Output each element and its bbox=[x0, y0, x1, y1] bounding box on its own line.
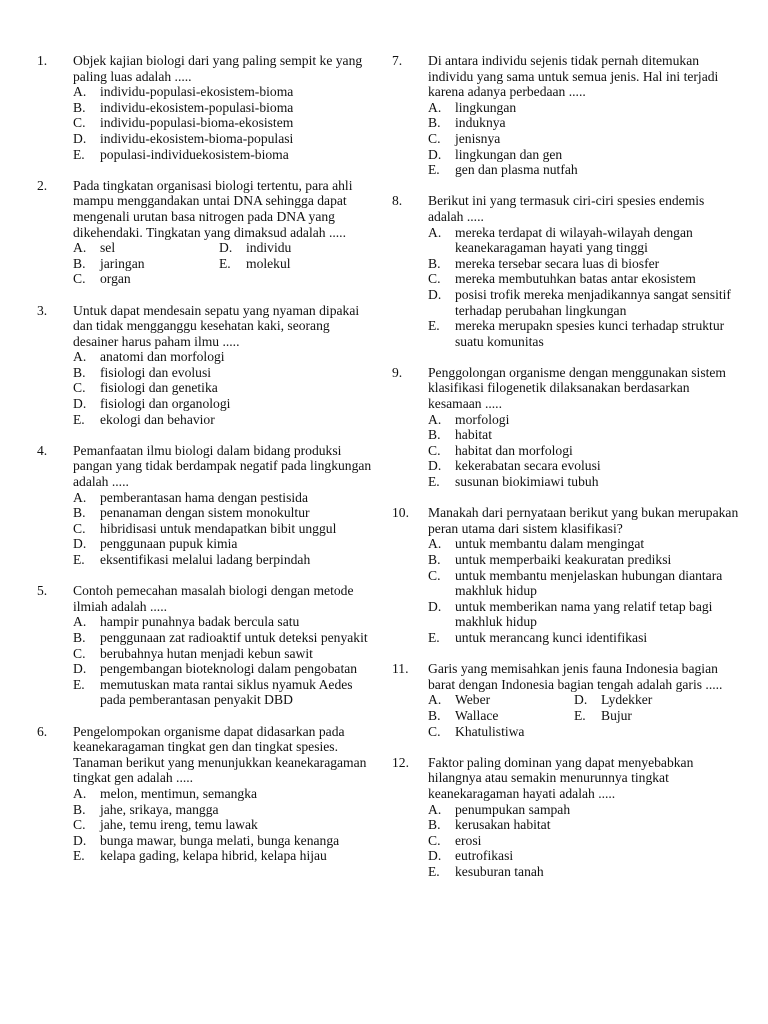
answer-option bbox=[73, 396, 377, 412]
option-text: sel bbox=[100, 240, 116, 256]
option-text: anatomi dan morfologi bbox=[100, 349, 225, 365]
option-text: jahe, temu ireng, temu lawak bbox=[100, 817, 258, 833]
answer-options bbox=[73, 240, 377, 287]
option-text: untuk merancang kunci identifikasi bbox=[455, 629, 648, 645]
option-text: induknya bbox=[455, 115, 506, 131]
option-text: kekerabatan secara evolusi bbox=[455, 458, 601, 474]
question-6 bbox=[37, 724, 377, 864]
answer-option bbox=[73, 84, 377, 100]
option-letter: B. bbox=[73, 99, 86, 115]
option-text: jahe, srikaya, mangga bbox=[100, 801, 219, 817]
question-stem: Objek kajian biologi dari yang paling sempit ke yang paling luas adalah ..... bbox=[73, 53, 363, 84]
option-letter: C. bbox=[428, 567, 441, 583]
option-text: erosi bbox=[455, 832, 482, 848]
answer-option bbox=[73, 490, 377, 506]
question-9 bbox=[392, 365, 740, 490]
question-3 bbox=[37, 303, 377, 428]
option-letter: D. bbox=[428, 598, 442, 614]
option-letter: B. bbox=[428, 552, 441, 567]
option-text: organ bbox=[100, 271, 131, 287]
question-stem: Contoh pemecahan masalah biologi dengan metode ilmiah adalah ..... bbox=[73, 583, 354, 614]
option-letter: A. bbox=[73, 240, 87, 256]
option-letter: D. bbox=[73, 832, 87, 848]
option-text: molekul bbox=[246, 255, 291, 271]
answer-options bbox=[428, 225, 740, 350]
answer-option bbox=[73, 100, 377, 116]
option-letter: D. bbox=[428, 848, 442, 864]
answer-option bbox=[73, 833, 377, 849]
option-text: fisiologi dan genetika bbox=[100, 380, 218, 396]
option-text: mereka merupakn spesies kunci terhadap struktur suatu komunitas bbox=[455, 318, 725, 349]
option-letter: B. bbox=[73, 505, 86, 521]
answer-option bbox=[428, 412, 740, 428]
option-text: posisi trofik mereka menjadikannya sangat sensitif terhadap perubahan lingkungan bbox=[455, 286, 731, 318]
answer-option bbox=[428, 162, 740, 178]
option-text: habitat dan morfologi bbox=[455, 442, 573, 458]
option-text: habitat bbox=[455, 427, 492, 443]
option-letter: C. bbox=[73, 645, 86, 661]
option-text: susunan biokimiawi tubuh bbox=[455, 474, 599, 490]
answer-options bbox=[73, 490, 377, 568]
answer-option bbox=[428, 147, 740, 163]
option-letter: A. bbox=[73, 84, 87, 100]
option-letter: A. bbox=[428, 411, 442, 427]
option-letter: C. bbox=[428, 723, 441, 739]
answer-option bbox=[73, 817, 377, 833]
option-text: untuk membantu menjelaskan hubungan diantara makhluk hidup bbox=[455, 567, 723, 599]
option-text: penggunaan zat radioaktif untuk deteksi penyakit bbox=[100, 629, 368, 645]
option-text: berubahnya hutan menjadi kebun sawit bbox=[100, 645, 313, 661]
option-letter: A. bbox=[428, 224, 442, 240]
answer-option bbox=[428, 256, 740, 272]
question-number: 7. bbox=[392, 53, 403, 68]
option-letter: D. bbox=[574, 692, 588, 708]
question-11 bbox=[392, 661, 740, 739]
option-letter: E. bbox=[428, 474, 440, 490]
option-text: mereka membutuhkan batas antar ekosistem bbox=[455, 271, 696, 287]
option-letter: E. bbox=[219, 255, 231, 271]
option-text: penumpukan sampah bbox=[455, 801, 571, 817]
option-text: mereka terdapat di wilayah-wilayah dengan keanekaragaman hayati yang tinggi bbox=[455, 224, 693, 256]
answer-option bbox=[428, 443, 740, 459]
option-letter: A. bbox=[428, 536, 442, 552]
option-letter: A. bbox=[73, 614, 87, 630]
option-text: Khatulistiwa bbox=[455, 723, 525, 739]
option-letter: B. bbox=[73, 364, 86, 380]
answer-option bbox=[428, 474, 740, 490]
option-text: pemberantasan hama dengan pestisida bbox=[100, 489, 308, 505]
question-stem: Di antara individu sejenis tidak pernah ditemukan individu yang sama untuk semua jenis. Hal ini terjadi karena adanya perbedaan ..... bbox=[428, 53, 719, 100]
question-stem: Manakah dari pernyataan berikut yang bukan merupakan peran utama dari sistem klasifikasi? bbox=[428, 505, 739, 536]
answer-option bbox=[428, 427, 740, 443]
option-letter: E. bbox=[428, 162, 440, 178]
option-text: morfologi bbox=[455, 411, 510, 427]
question-number: 6. bbox=[37, 723, 48, 739]
option-letter: D. bbox=[73, 661, 87, 677]
option-text: Weber bbox=[455, 692, 491, 708]
answer-option bbox=[428, 115, 740, 131]
option-letter: B. bbox=[73, 629, 86, 645]
option-text: penanaman dengan sistem monokultur bbox=[100, 505, 310, 521]
question-1 bbox=[37, 53, 377, 162]
option-letter: E. bbox=[428, 629, 440, 645]
question-stem: Garis yang memisahkan jenis fauna Indonesia bagian barat dengan Indonesia bagian tengah adalah garis ..... bbox=[428, 661, 723, 692]
option-letter: C. bbox=[73, 380, 86, 396]
question-number: 10. bbox=[392, 505, 409, 521]
option-text: memutuskan mata rantai siklus nyamuk Aedes pada pemberantasan penyakit DBD bbox=[100, 676, 353, 708]
answer-option bbox=[73, 131, 377, 147]
question-number: 9. bbox=[392, 364, 403, 380]
answer-option bbox=[428, 318, 740, 349]
answer-option bbox=[428, 802, 740, 818]
option-letter: E. bbox=[73, 146, 85, 162]
option-letter: A. bbox=[428, 801, 442, 817]
question-number: 4. bbox=[37, 442, 48, 458]
answer-option bbox=[73, 786, 377, 802]
option-text: jenisnya bbox=[455, 130, 501, 146]
question-12 bbox=[392, 755, 740, 880]
question-number: 1. bbox=[37, 53, 48, 68]
left-column bbox=[37, 53, 377, 879]
option-text: penggunaan pupuk kimia bbox=[100, 536, 238, 552]
answer-option bbox=[73, 630, 377, 646]
answer-option bbox=[73, 677, 377, 708]
option-letter: A. bbox=[73, 489, 87, 505]
option-text: kerusakan habitat bbox=[455, 817, 551, 833]
answer-options bbox=[428, 802, 740, 880]
question-stem: Berikut ini yang termasuk ciri-ciri spesies endemis adalah ..... bbox=[428, 193, 705, 224]
option-text: kelapa gading, kelapa hibrid, kelapa hijau bbox=[100, 848, 327, 864]
option-letter: E. bbox=[574, 707, 586, 723]
answer-options bbox=[73, 84, 377, 162]
question-stem: Penggolongan organisme dengan menggunakan sistem klasifikasi filogenetik dilaksanakan berdasarkan kesamaan ..... bbox=[428, 364, 727, 412]
answer-option bbox=[73, 536, 377, 552]
option-letter: A. bbox=[428, 99, 442, 115]
option-letter: D. bbox=[219, 240, 233, 256]
option-text: individu-ekosistem-populasi-bioma bbox=[100, 99, 294, 115]
answer-option bbox=[73, 271, 219, 287]
answer-option bbox=[428, 458, 740, 474]
question-10 bbox=[392, 505, 740, 645]
answer-options bbox=[428, 412, 740, 490]
answer-options bbox=[73, 614, 377, 708]
answer-option bbox=[428, 692, 574, 708]
option-letter: C. bbox=[73, 115, 86, 131]
question-number: 11. bbox=[392, 661, 409, 677]
answer-options bbox=[73, 786, 377, 864]
question-7 bbox=[392, 53, 740, 178]
option-text: eksentifikasi melalui ladang berpindah bbox=[100, 552, 311, 567]
answer-option bbox=[428, 630, 740, 646]
option-text: eutrofikasi bbox=[455, 848, 514, 864]
question-stem: Pengelompokan organisme dapat didasarkan pada keanekaragaman tingkat gen dan tingkat spesies. Tanaman berikut yang menunjukkan keanekaragaman tingkat gen adalah ..... bbox=[73, 723, 367, 786]
option-letter: C. bbox=[428, 832, 441, 848]
answer-option bbox=[73, 521, 377, 537]
option-letter: B. bbox=[73, 801, 86, 817]
option-text: gen dan plasma nutfah bbox=[455, 162, 578, 178]
option-letter: B. bbox=[428, 115, 441, 131]
option-text: individu bbox=[246, 240, 292, 256]
answer-option bbox=[574, 708, 740, 724]
answer-option bbox=[73, 240, 219, 256]
option-letter: B. bbox=[428, 707, 441, 723]
answer-options bbox=[428, 100, 740, 178]
option-letter: C. bbox=[73, 817, 86, 833]
answer-option bbox=[73, 552, 377, 568]
answer-option bbox=[428, 131, 740, 147]
answer-option bbox=[428, 817, 740, 833]
question-4 bbox=[37, 443, 377, 568]
option-text: hibridisasi untuk mendapatkan bibit unggul bbox=[100, 520, 337, 536]
option-text: untuk memberikan nama yang relatif tetap bagi makhluk hidup bbox=[455, 598, 713, 630]
option-letter: E. bbox=[73, 848, 85, 864]
option-letter: E. bbox=[73, 676, 85, 692]
option-letter: A. bbox=[73, 349, 87, 365]
option-letter: B. bbox=[428, 817, 441, 833]
option-text: mereka tersebar secara luas di biosfer bbox=[455, 255, 660, 271]
answer-options bbox=[73, 349, 377, 427]
option-text: individu-populasi-ekosistem-bioma bbox=[100, 84, 294, 100]
option-letter: D. bbox=[73, 536, 87, 552]
answer-option bbox=[73, 412, 377, 428]
answer-option bbox=[219, 256, 377, 272]
answer-option bbox=[428, 599, 740, 630]
answer-option bbox=[428, 225, 740, 256]
option-letter: E. bbox=[428, 318, 440, 334]
answer-option bbox=[73, 115, 377, 131]
answer-option bbox=[428, 100, 740, 116]
option-text: lingkungan dan gen bbox=[455, 146, 563, 162]
option-letter: C. bbox=[428, 130, 441, 146]
option-letter: D. bbox=[428, 286, 442, 302]
question-stem: Faktor paling dominan yang dapat menyebabkan hilangnya atau semakin menurunnya tingkat keanekaragaman hayati adalah ..... bbox=[428, 754, 694, 801]
answer-option bbox=[73, 349, 377, 365]
option-text: kesuburan tanah bbox=[455, 863, 544, 879]
question-number: 3. bbox=[37, 302, 48, 318]
option-text: individu-ekosistem-bioma-populasi bbox=[100, 130, 294, 146]
option-letter: C. bbox=[73, 271, 86, 287]
answer-options bbox=[428, 536, 740, 645]
option-letter: A. bbox=[73, 785, 87, 801]
option-text: pengembangan bioteknologi dalam pengobatan bbox=[100, 661, 358, 677]
right-column bbox=[392, 53, 740, 895]
option-letter: A. bbox=[428, 692, 442, 708]
answer-option bbox=[428, 833, 740, 849]
answer-option bbox=[428, 708, 574, 724]
question-stem: Pemanfaatan ilmu biologi dalam bidang produksi pangan yang tidak berdampak negatif pada lingkungan adalah ..... bbox=[73, 442, 372, 490]
question-8 bbox=[392, 193, 740, 349]
option-letter: C. bbox=[428, 271, 441, 287]
option-text: populasi-individuekosistem-bioma bbox=[100, 146, 289, 162]
option-letter: B. bbox=[428, 427, 441, 443]
answer-option bbox=[428, 536, 740, 552]
answer-option bbox=[428, 568, 740, 599]
option-letter: C. bbox=[428, 442, 441, 458]
answer-option bbox=[428, 552, 740, 568]
question-number: 8. bbox=[392, 193, 403, 209]
option-text: individu-populasi-bioma-ekosistem bbox=[100, 115, 294, 131]
option-text: bunga mawar, bunga melati, bunga kenanga bbox=[100, 832, 340, 848]
option-letter: D. bbox=[73, 130, 87, 146]
option-letter: E. bbox=[428, 863, 440, 879]
option-text: lingkungan bbox=[455, 99, 517, 115]
option-text: jaringan bbox=[100, 255, 145, 271]
option-letter: B. bbox=[73, 255, 86, 271]
answer-option bbox=[428, 724, 574, 740]
option-text: fisiologi dan organologi bbox=[100, 396, 231, 412]
answer-option bbox=[219, 240, 377, 256]
answer-option bbox=[73, 848, 377, 864]
option-letter: C. bbox=[73, 520, 86, 536]
answer-option bbox=[73, 380, 377, 396]
option-text: fisiologi dan evolusi bbox=[100, 364, 212, 380]
answer-option bbox=[574, 692, 740, 708]
option-text: hampir punahnya badak bercula satu bbox=[100, 614, 300, 630]
question-number: 5. bbox=[37, 583, 48, 599]
answer-option bbox=[73, 256, 219, 272]
option-text: Wallace bbox=[455, 707, 499, 723]
option-letter: B. bbox=[428, 255, 441, 271]
option-letter: E. bbox=[73, 552, 85, 567]
option-letter: D. bbox=[428, 146, 442, 162]
answer-option bbox=[428, 287, 740, 318]
answer-option bbox=[428, 848, 740, 864]
question-stem: Untuk dapat mendesain sepatu yang nyaman dipakai dan tidak mengganggu kesehatan kaki, seorang desainer harus paham ilmu ..... bbox=[73, 302, 360, 349]
question-stem: Pada tingkatan organisasi biologi tertentu, para ahli mampu menggandakan untai DNA sehingga dapat mengenali urutan basa nitrogen pada DNA yang dikehendaki. Tingkatan yang dimaksud adalah ..... bbox=[73, 177, 353, 240]
option-letter: D. bbox=[428, 458, 442, 474]
answer-option bbox=[73, 802, 377, 818]
question-5 bbox=[37, 583, 377, 708]
question-number: 12. bbox=[392, 754, 409, 770]
option-text: untuk membantu dalam mengingat bbox=[455, 536, 645, 552]
answer-options bbox=[428, 692, 740, 739]
answer-option bbox=[428, 864, 740, 880]
option-letter: D. bbox=[73, 396, 87, 412]
option-letter: E. bbox=[73, 411, 85, 427]
answer-option bbox=[73, 147, 377, 163]
answer-option bbox=[73, 661, 377, 677]
option-text: melon, mentimun, semangka bbox=[100, 785, 258, 801]
option-text: ekologi dan behavior bbox=[100, 411, 215, 427]
option-text: untuk memperbaiki keakuratan prediksi bbox=[455, 552, 672, 567]
answer-option bbox=[73, 505, 377, 521]
question-2 bbox=[37, 178, 377, 287]
answer-option bbox=[73, 646, 377, 662]
answer-option bbox=[73, 365, 377, 381]
question-number: 2. bbox=[37, 177, 48, 193]
answer-option bbox=[73, 614, 377, 630]
option-text: Lydekker bbox=[601, 692, 653, 708]
option-text: Bujur bbox=[601, 707, 632, 723]
answer-option bbox=[428, 271, 740, 287]
